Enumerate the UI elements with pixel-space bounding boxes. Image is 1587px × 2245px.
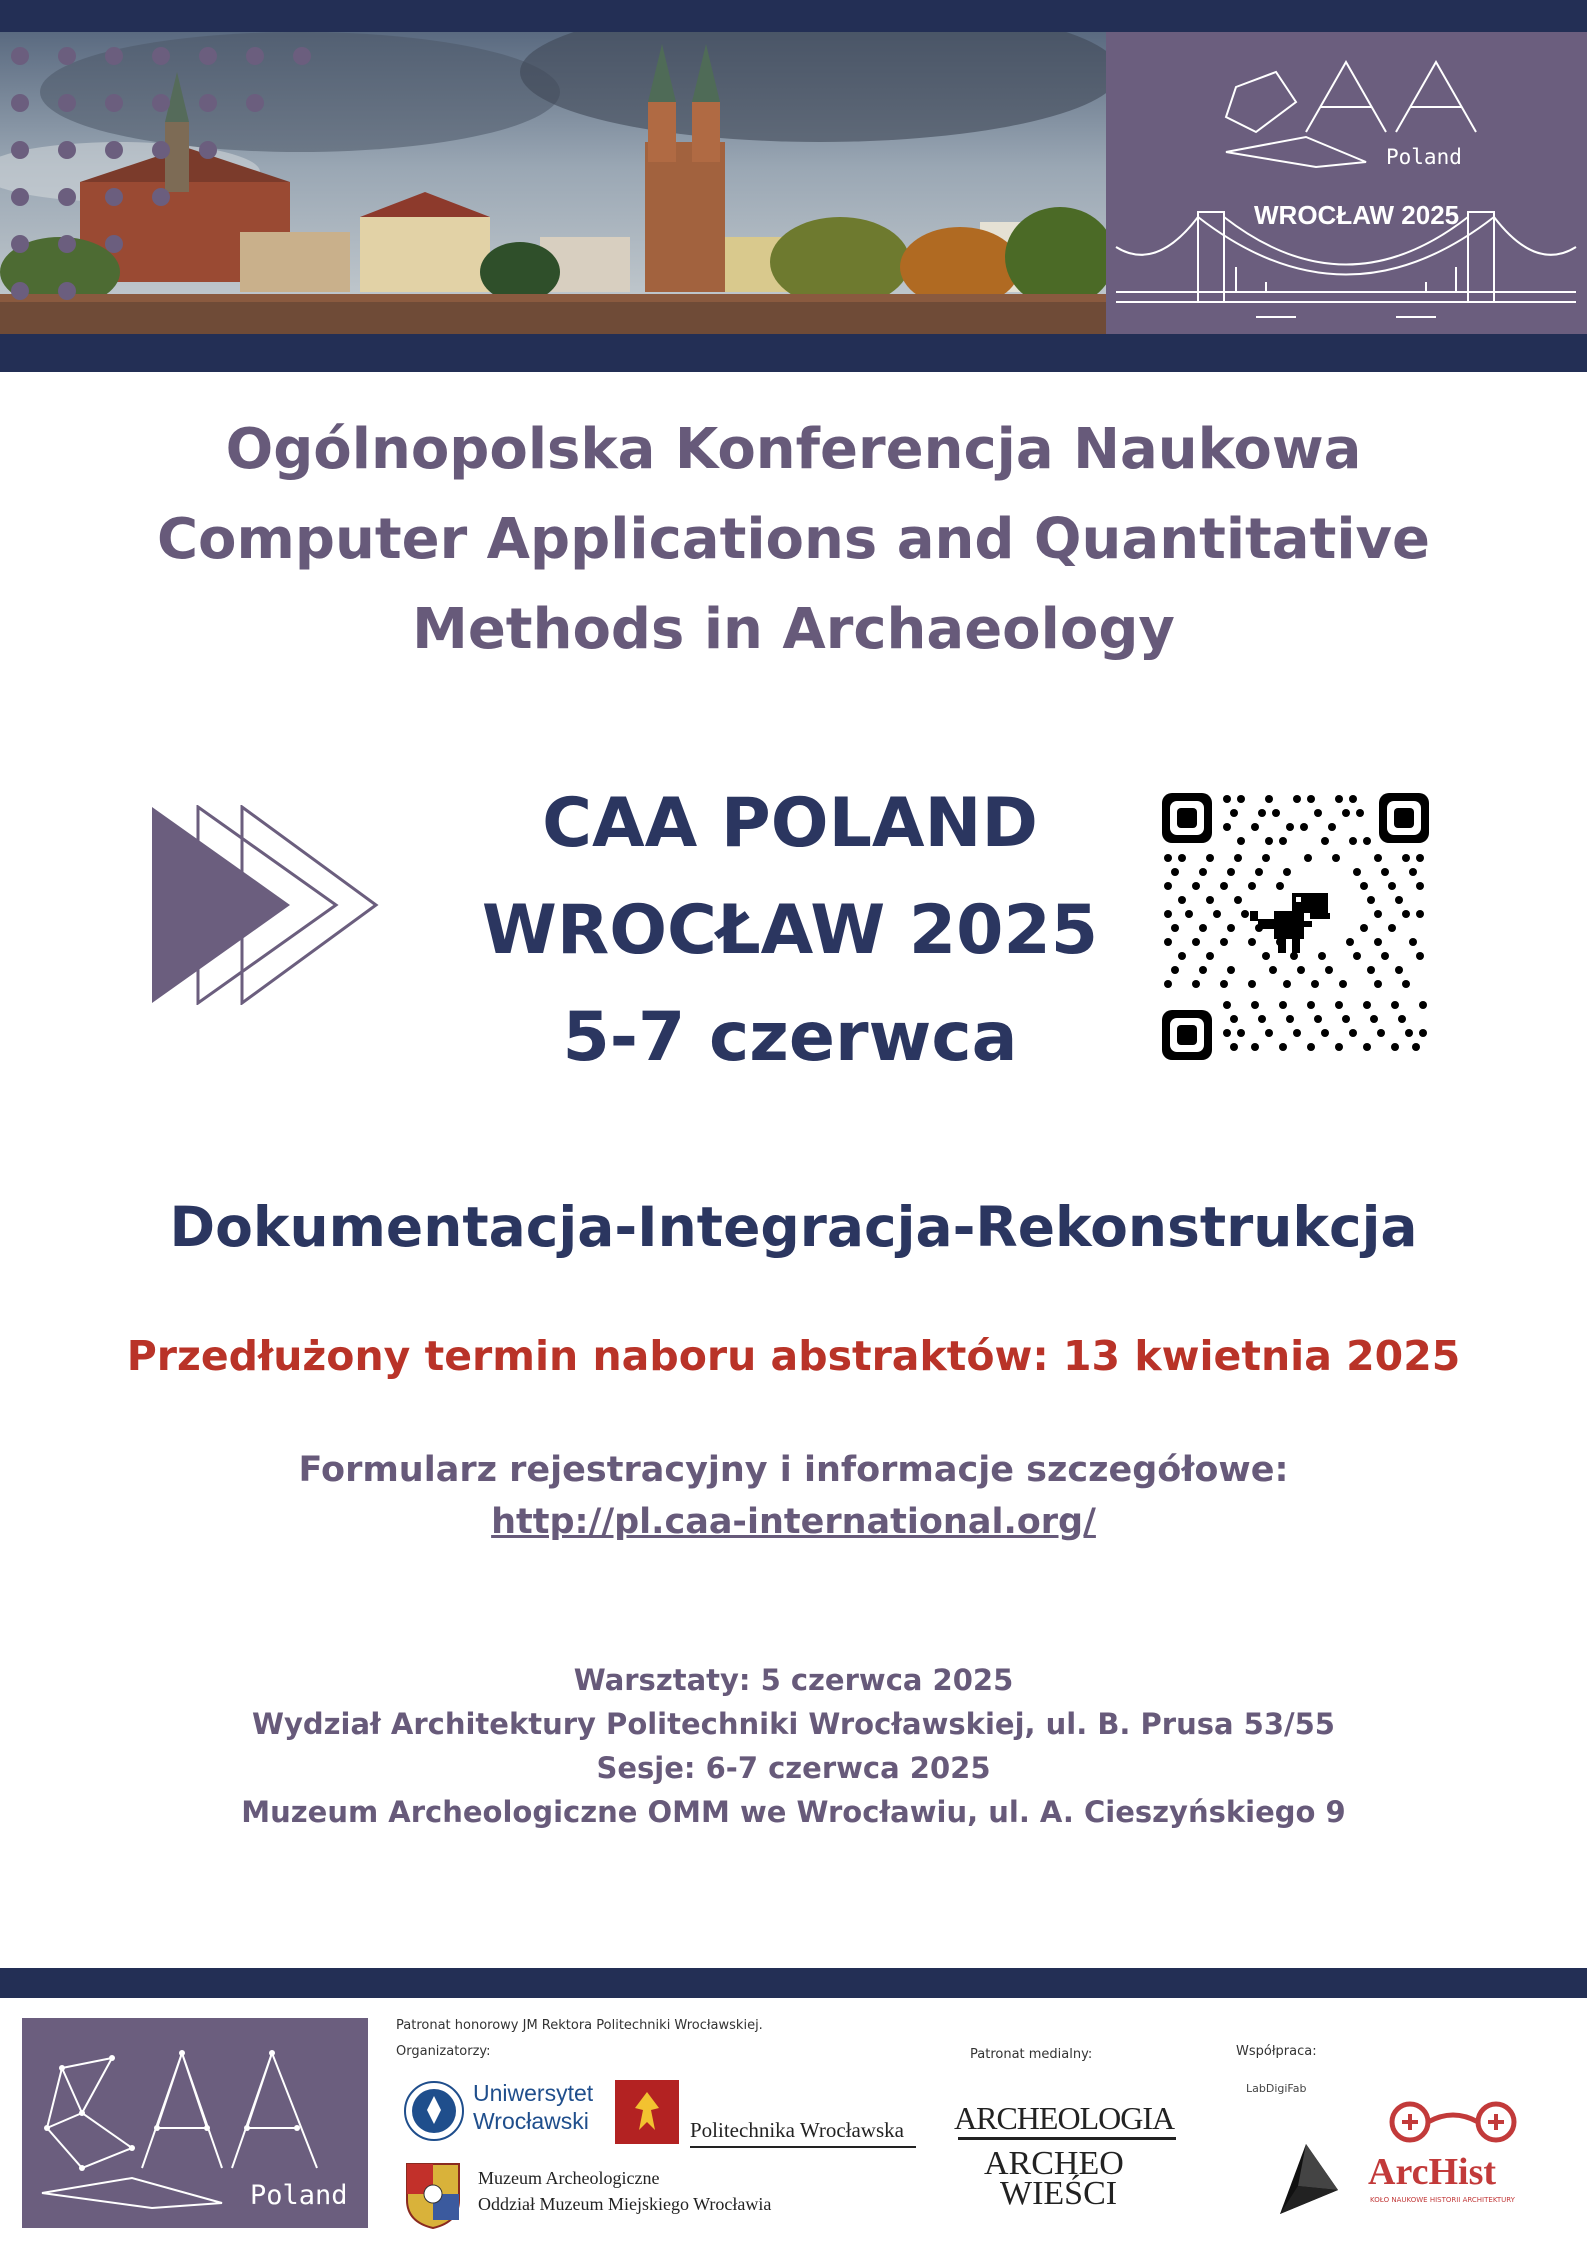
pwr-underline (690, 2146, 916, 2148)
labdigifab-logo-icon (1268, 2142, 1348, 2222)
media-patronage-label: Patronat medialny: (970, 2047, 1093, 2062)
archeo-wiesci-line-1: ARCHEO (984, 2145, 1124, 2182)
top-bar (0, 0, 1587, 32)
footer-caa-logo (22, 2018, 368, 2228)
archist-glasses-icon (1378, 2100, 1528, 2144)
title-line-1: Ogólnopolska Konferencja Naukowa (225, 417, 1362, 482)
organizers-label: Organizatorzy: (396, 2044, 491, 2059)
qr-code[interactable] (1162, 793, 1429, 1060)
museum-line-2: Oddział Muzeum Miejskiego Wrocławia (478, 2194, 772, 2214)
wroclaw-skyline-photo (0, 32, 1106, 334)
archeo-wiesci-line-2: WIEŚCI (1000, 2175, 1118, 2212)
event-city-year: WROCŁAW 2025 (481, 891, 1099, 970)
pwr-name: Politechnika Wrocławska (690, 2118, 904, 2142)
caa-header-logo-panel (1106, 32, 1587, 334)
archeologia-logo: ARCHEOLOGIA (954, 2100, 1175, 2136)
event-block (440, 770, 1140, 1091)
pwr-eagle-icon (615, 2080, 679, 2144)
event-name: CAA POLAND (542, 784, 1038, 863)
footer-bar (0, 1968, 1587, 1998)
cooperation-label: Współpraca: (1236, 2044, 1317, 2059)
header-bottom-bar (0, 334, 1587, 372)
sessions-date: Sesje: 6-7 czerwca 2025 (596, 1751, 991, 1785)
honorary-patronage: Patronat honorowy JM Rektora Politechniki Wrocławskiej. (396, 2018, 763, 2033)
title-line-3: Methods in Archaeology (412, 597, 1175, 662)
sessions-venue: Muzeum Archeologiczne OMM we Wrocławiu, ul. A. Cieszyńskiego 9 (241, 1795, 1346, 1829)
title-line-2: Computer Applications and Quantitative (156, 507, 1431, 572)
archeologia-underline (958, 2137, 1176, 2140)
archist-name: ArcHist (1368, 2151, 1497, 2193)
abstract-deadline: Przedłużony termin naboru abstraktów: 13 kwietnia 2025 (126, 1332, 1461, 1380)
event-dates: 5-7 czerwca (562, 998, 1018, 1077)
workshops-date: Warsztaty: 5 czerwca 2025 (573, 1663, 1014, 1697)
wroclaw-coat-of-arms-icon (403, 2160, 463, 2230)
conference-title (0, 405, 1587, 675)
archist-subtitle: KOŁO NAUKOWE HISTORII ARCHITEKTURY (1370, 2196, 1515, 2204)
header-logo-event: WROCŁAW 2025 (1254, 200, 1460, 230)
registration-link[interactable]: http://pl.caa-international.org/ (491, 1502, 1096, 1542)
labdigifab-name: LabDigiFab (1246, 2082, 1307, 2095)
registration-label: Formularz rejestracyjny i informacje szczegółowe: (298, 1450, 1289, 1490)
header-logo-country: Poland (1386, 145, 1462, 169)
conference-theme: Dokumentacja-Integracja-Rekonstrukcja (169, 1195, 1418, 1259)
uwr-eagle-icon (403, 2080, 465, 2142)
museum-line-1: Muzeum Archeologiczne (478, 2168, 660, 2188)
uwr-line-1: Uniwersytet (473, 2080, 594, 2106)
uwr-line-2: Wrocławski (473, 2108, 589, 2134)
workshops-venue: Wydział Architektury Politechniki Wrocławskiej, ul. B. Prusa 53/55 (252, 1707, 1335, 1741)
arrows-icon (150, 805, 380, 1005)
event-details (0, 1658, 1587, 1834)
footer-logo-country: Poland (250, 2180, 348, 2211)
